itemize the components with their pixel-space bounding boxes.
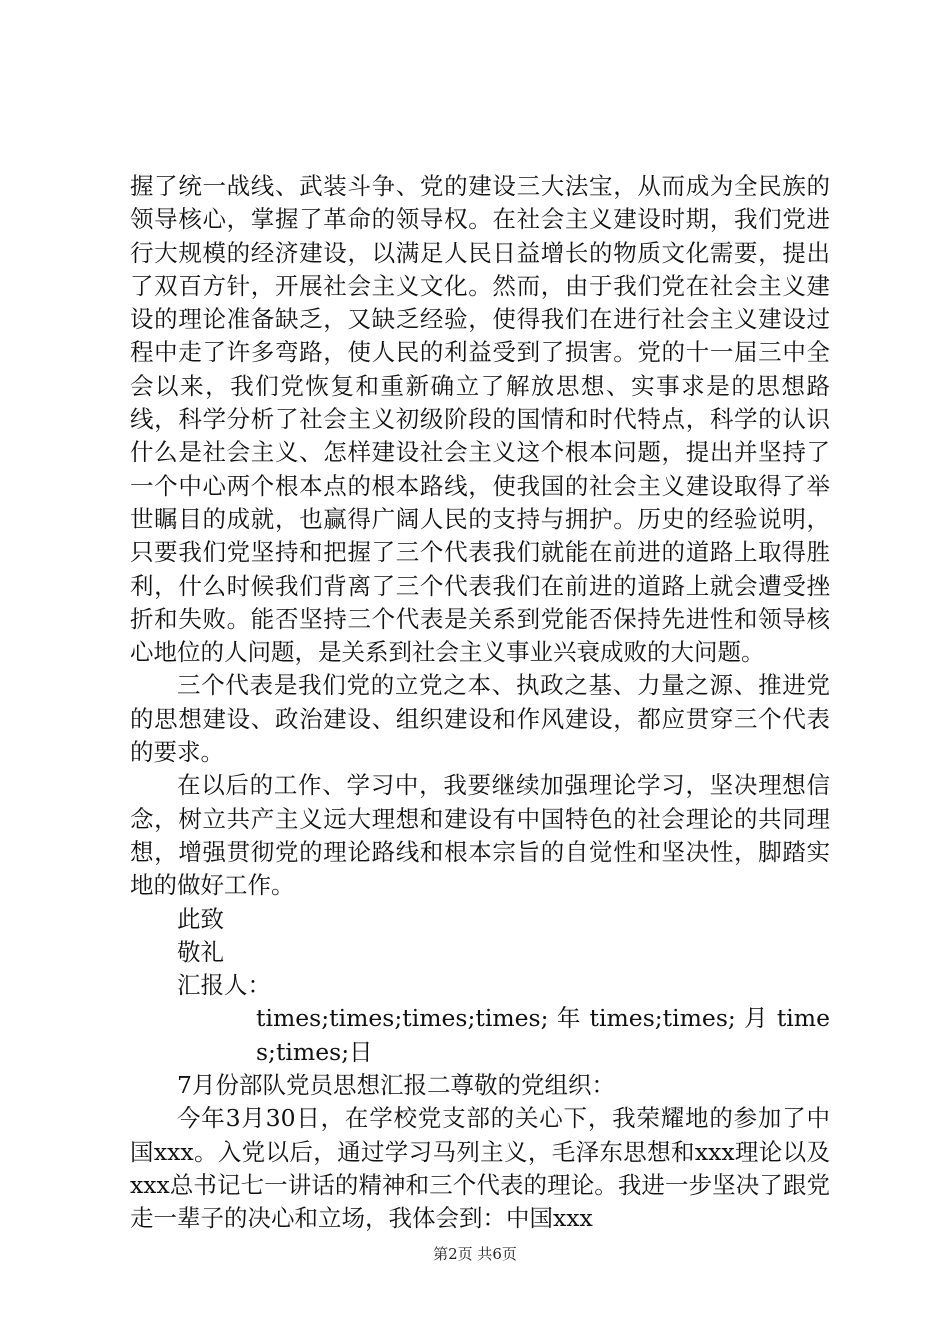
paragraph: 三个代表是我们党的立党之本、执政之基、力量之源、推进党的思想建设、政治建设、组织建设和作风建设，都应贯穿三个代表的要求。	[130, 671, 830, 767]
paragraph: 在以后的工作、学习中，我要继续加强理论学习，坚决理想信念，树立共产主义远大理想和建设有中国特色的社会理论的共同理想，增强贯彻党的理论路线和根本宗旨的自觉性和坚决性，脚踏实地的做好工作。	[130, 771, 830, 900]
reporter-label: 汇报人：	[177, 971, 271, 1000]
document-body	[130, 170, 830, 1236]
closing-regards: 敬礼	[177, 937, 224, 966]
page-number-footer: 第2页 共6页	[433, 1245, 517, 1263]
closing-salutation: 此致	[177, 904, 224, 933]
date-line: times;times;times;times; 年 times;times; 月 times;times;日	[256, 1004, 830, 1066]
paragraph: 今年3月30日，在学校党支部的关心下，我荣耀地的参加了中国xxx。入党以后，通过学习马列主义，毛泽东思想和xxx理论以及xxx总书记七一讲话的精神和三个代表的理论。我进一步坚决了跟党走一辈子的决心和立场，我体会到：中国xxx	[130, 1104, 830, 1233]
paragraph: 握了统一战线、武装斗争、党的建设三大法宝，从而成为全民族的领导核心，掌握了革命的领导权。在社会主义建设时期，我们党进行大规模的经济建设，以满足人民日益增长的物质文化需要，提出了双百方针，开展社会主义文化。然而，由于我们党在社会主义建设的理论准备缺乏，又缺乏经验，使得我们在进行社会主义建设过程中走了许多弯路，使人民的利益受到了损害。党的十一届三中全会以来，我们党恢复和重新确立了解放思想、实事求是的思想路线，科学分析了社会主义初级阶段的国情和时代特点，科学的认识什么是社会主义、怎样建设社会主义这个根本问题，提出并坚持了一个中心两个根本点的根本路线，使我国的社会主义建设取得了举世瞩目的成就，也赢得广阔人民的支持与拥护。历史的经验说明，只要我们党坚持和把握了三个代表我们就能在前进的道路上取得胜利，什么时候我们背离了三个代表我们在前进的道路上就会遭受挫折和失败。能否坚持三个代表是关系到党能否保持先进性和领导核心地位的人问题，是关系到社会主义事业兴衰成败的大问题。	[130, 172, 830, 667]
section-heading: 7月份部队党员思想汇报二尊敬的党组织：	[177, 1071, 615, 1100]
